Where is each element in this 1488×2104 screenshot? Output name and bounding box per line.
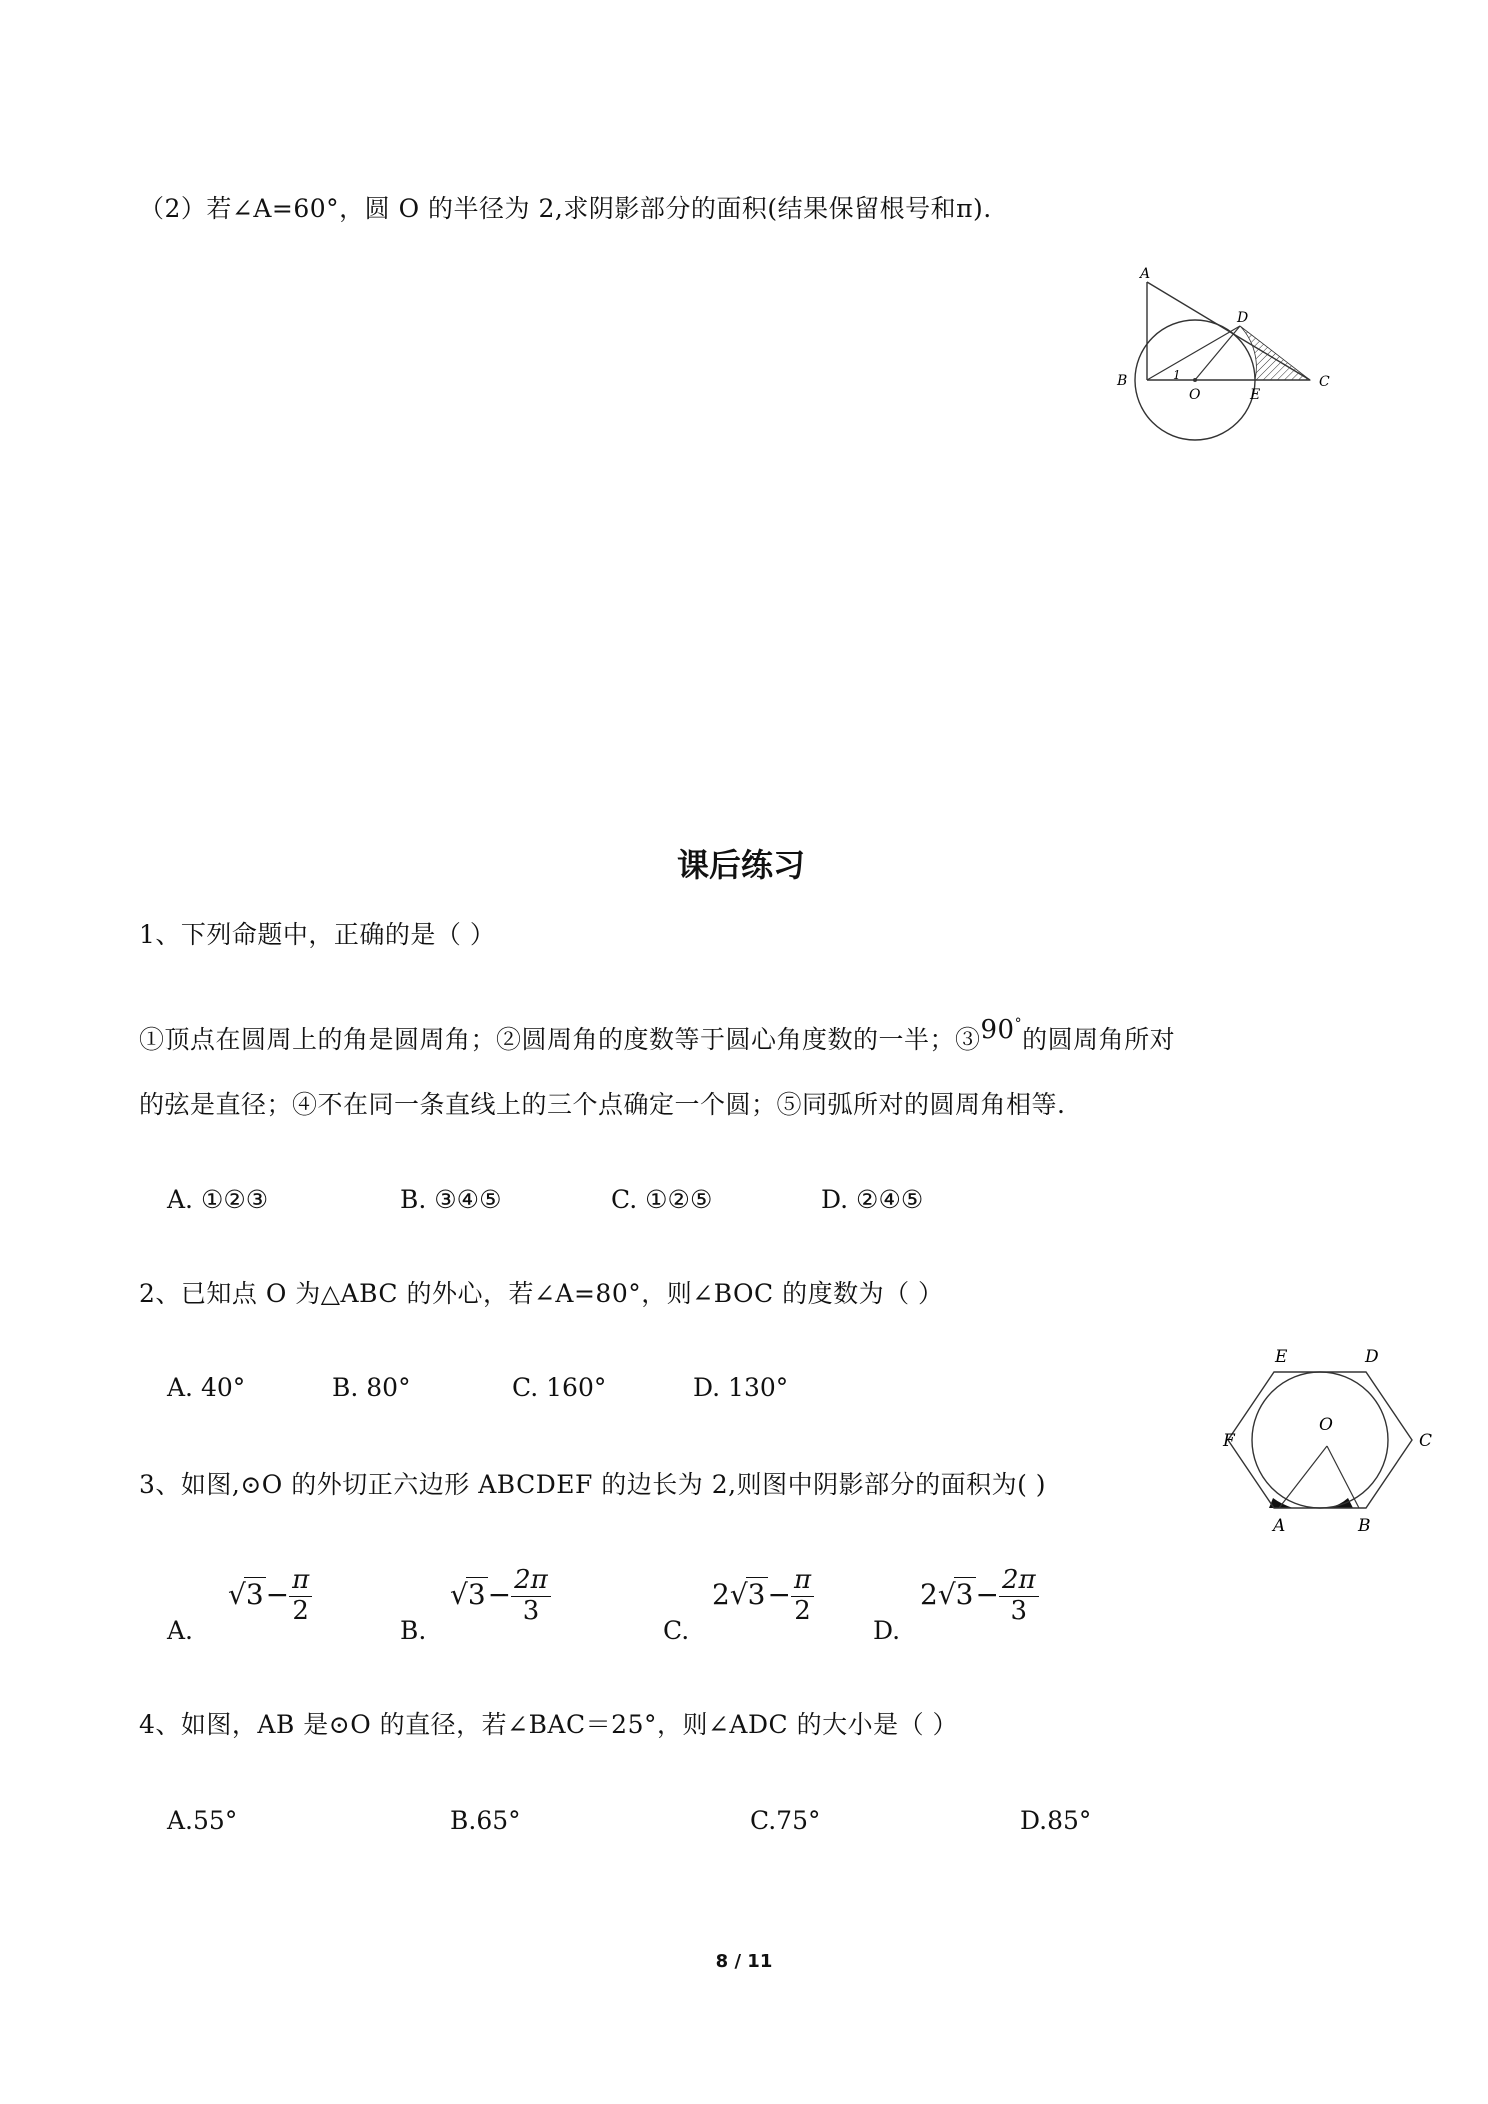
page-number: 8 / 11 xyxy=(715,1951,773,1972)
q4-option-a[interactable]: A.55° xyxy=(167,1806,238,1835)
q3-option-b-expr: √3− $\frac{2\pi}{3}$ xyxy=(450,1566,551,1627)
q1-line2: 的弦是直径；④不在同一条直线上的三个点确定一个圆；⑤同弧所对的圆周角相等. xyxy=(139,1090,1066,1119)
fig1-label-A: A xyxy=(1140,266,1151,282)
fig1-label-D: D xyxy=(1237,310,1249,326)
fig2-label-B: B xyxy=(1358,1516,1371,1536)
figure-triangle-circle xyxy=(1105,262,1345,442)
fig1-label-C: C xyxy=(1319,374,1330,390)
q3-option-c-expr: 2√3− $\frac{\pi}{2}$ xyxy=(712,1566,814,1627)
q1-line1 xyxy=(139,1015,1176,1054)
fig1-label-O: O xyxy=(1189,387,1201,403)
figure-hexagon-circle xyxy=(1215,1340,1440,1550)
fig1-label-1: 1 xyxy=(1173,368,1181,382)
q1-option-b[interactable]: B. ③④⑤ xyxy=(400,1185,502,1214)
q3-option-d-label[interactable]: D. xyxy=(873,1616,901,1645)
q3-option-a-label[interactable]: A. xyxy=(167,1616,194,1645)
q1-option-c[interactable]: C. ①②⑤ xyxy=(611,1185,713,1214)
q1-option-a[interactable]: A. ①②③ xyxy=(167,1185,269,1214)
part2-text: （2）若∠A=60°，圆 O 的半径为 2,求阴影部分的面积(结果保留根号和π). xyxy=(139,194,992,223)
fig2-label-D: D xyxy=(1365,1347,1379,1367)
q3-option-c-label[interactable]: C. xyxy=(663,1616,690,1645)
fig1-label-E: E xyxy=(1250,387,1261,403)
q1-stem: 1、下列命题中，正确的是（ ） xyxy=(139,920,496,949)
q4-option-c[interactable]: C.75° xyxy=(750,1806,821,1835)
q1-deg90: 90° xyxy=(980,1015,1023,1045)
q4-option-d[interactable]: D.85° xyxy=(1020,1806,1092,1835)
q2-option-a[interactable]: A. 40° xyxy=(167,1373,246,1402)
q2-option-c[interactable]: C. 160° xyxy=(512,1373,607,1402)
section-title: 课后练习 xyxy=(677,846,806,884)
fig2-label-C: C xyxy=(1419,1431,1433,1451)
fig2-label-E: E xyxy=(1275,1347,1288,1367)
q2-option-b[interactable]: B. 80° xyxy=(332,1373,411,1402)
q4-stem: 4、如图，AB 是⊙O 的直径，若∠BAC＝25°，则∠ADC 的大小是（ ） xyxy=(139,1710,959,1739)
fig2-label-F: F xyxy=(1223,1431,1235,1451)
q1-option-d[interactable]: D. ②④⑤ xyxy=(821,1185,924,1214)
q3-option-b-label[interactable]: B. xyxy=(400,1616,427,1645)
fig1-label-B: B xyxy=(1117,373,1128,389)
q2-option-d[interactable]: D. 130° xyxy=(693,1373,789,1402)
fig2-label-A: A xyxy=(1273,1516,1286,1536)
q1-line1-b: 的圆周角所对 xyxy=(1022,1025,1176,1054)
q4-option-b[interactable]: B.65° xyxy=(450,1806,521,1835)
q3-stem: 3、如图,⊙O 的外切正六边形 ABCDEF 的边长为 2,则图中阴影部分的面积为( ) xyxy=(139,1470,1047,1499)
fig2-label-O: O xyxy=(1319,1415,1333,1435)
q3-option-d-expr: 2√3− $\frac{2\pi}{3}$ xyxy=(920,1566,1039,1627)
q3-option-a-expr: √3− $\frac{\pi}{2}$ xyxy=(228,1566,312,1627)
q1-line1-a: ①顶点在圆周上的角是圆周角；②圆周角的度数等于圆心角度数的一半；③ xyxy=(139,1025,981,1054)
q2-stem: 2、已知点 O 为△ABC 的外心，若∠A=80°，则∠BOC 的度数为（ ） xyxy=(139,1279,944,1308)
